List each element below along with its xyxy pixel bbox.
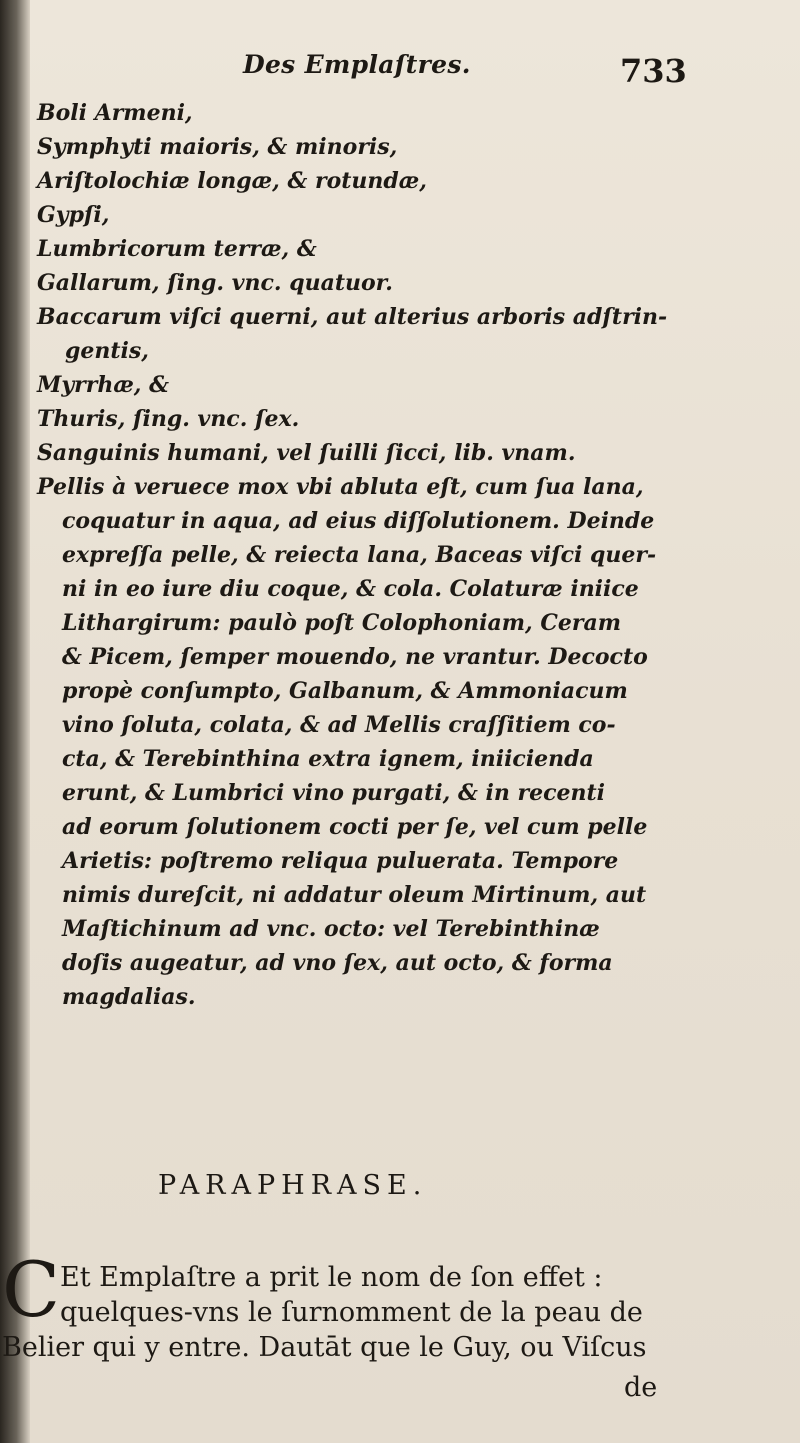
paragraph-line: erunt, & Lumbrici vino purgati, & in recenti — [62, 780, 606, 806]
paraphrase-line: Et Emplaſtre a prit le nom de ſon effet : — [60, 1262, 603, 1293]
paragraph-line: Arietis: poſtremo reliqua puluerata. Tempore — [62, 848, 619, 874]
ingredient-line: Myrrhæ, & — [37, 372, 169, 398]
paragraph-line: ad eorum ſolutionem cocti per ſe, vel cum pelle — [62, 814, 648, 840]
page-number: 733 — [620, 52, 687, 90]
paragraph-line: ni in eo iure diu coque, & cola. Colaturæ iniice — [62, 576, 639, 602]
ingredient-line: Sanguinis humani, vel ſuilli ſicci, lib. vnam. — [37, 440, 576, 466]
ingredient-line: Baccarum viſci querni, aut alterius arboris adſtrin- — [37, 304, 668, 330]
ingredient-line: Lumbricorum terræ, & — [37, 236, 317, 262]
paragraph-line: propè conſumpto, Galbanum, & Ammoniacum — [62, 678, 628, 704]
paragraph-line: expreſſa pelle, & reiecta lana, Baceas viſci quer- — [62, 542, 657, 568]
paragraph-line: doſis augeatur, ad vno ſex, aut octo, & forma — [62, 950, 613, 976]
running-title: Des Emplaſtres. — [243, 50, 471, 79]
paragraph-line: & Picem, ſemper mouendo, ne vrantur. Decocto — [62, 644, 648, 670]
paragraph-line: Maſtichinum ad vnc. octo: vel Terebinthinæ — [62, 916, 600, 942]
ingredient-line: Gypſi, — [37, 202, 110, 228]
paragraph-line: coquatur in aqua, ad eius diſſolutionem. Deinde — [62, 508, 655, 534]
ingredient-line: gentis, — [65, 338, 149, 364]
drop-cap: C — [2, 1245, 61, 1334]
paragraph-line: Pellis à veruece mox vbi abluta eſt, cum ſua lana, — [37, 474, 644, 500]
ingredient-line: Ariſtolochiæ longæ, & rotundæ, — [37, 168, 427, 194]
ingredient-line: Boli Armeni, — [37, 100, 193, 126]
paraphrase-line: Belier qui y entre. Dautāt que le Guy, ou Viſcus — [2, 1332, 647, 1363]
page-binding-edge — [0, 0, 30, 1443]
latin-recipe — [37, 96, 727, 1014]
paragraph-line: Lithargirum: paulò poſt Colophoniam, Ceram — [62, 610, 621, 636]
ingredient-line: Thuris, ſing. vnc. ſex. — [37, 406, 300, 432]
paragraph-line: cta, & Terebinthina extra ignem, iniicienda — [62, 746, 594, 772]
section-heading: PARAPHRASE. — [158, 1170, 428, 1201]
ingredient-line: Gallarum, ſing. vnc. quatuor. — [37, 270, 393, 296]
catchword: de — [624, 1372, 658, 1403]
paragraph-line: nimis dureſcit, ni addatur oleum Mirtinum, aut — [62, 882, 647, 908]
ingredient-line: Symphyti maioris, & minoris, — [37, 134, 398, 160]
paragraph-line: magdalias. — [62, 984, 196, 1010]
paraphrase-line: quelques-vns le ſurnomment de la peau de — [60, 1297, 643, 1328]
preparation-paragraph — [37, 470, 727, 1014]
paragraph-line: vino ſoluta, colata, & ad Mellis craſſitiem co- — [62, 712, 616, 738]
